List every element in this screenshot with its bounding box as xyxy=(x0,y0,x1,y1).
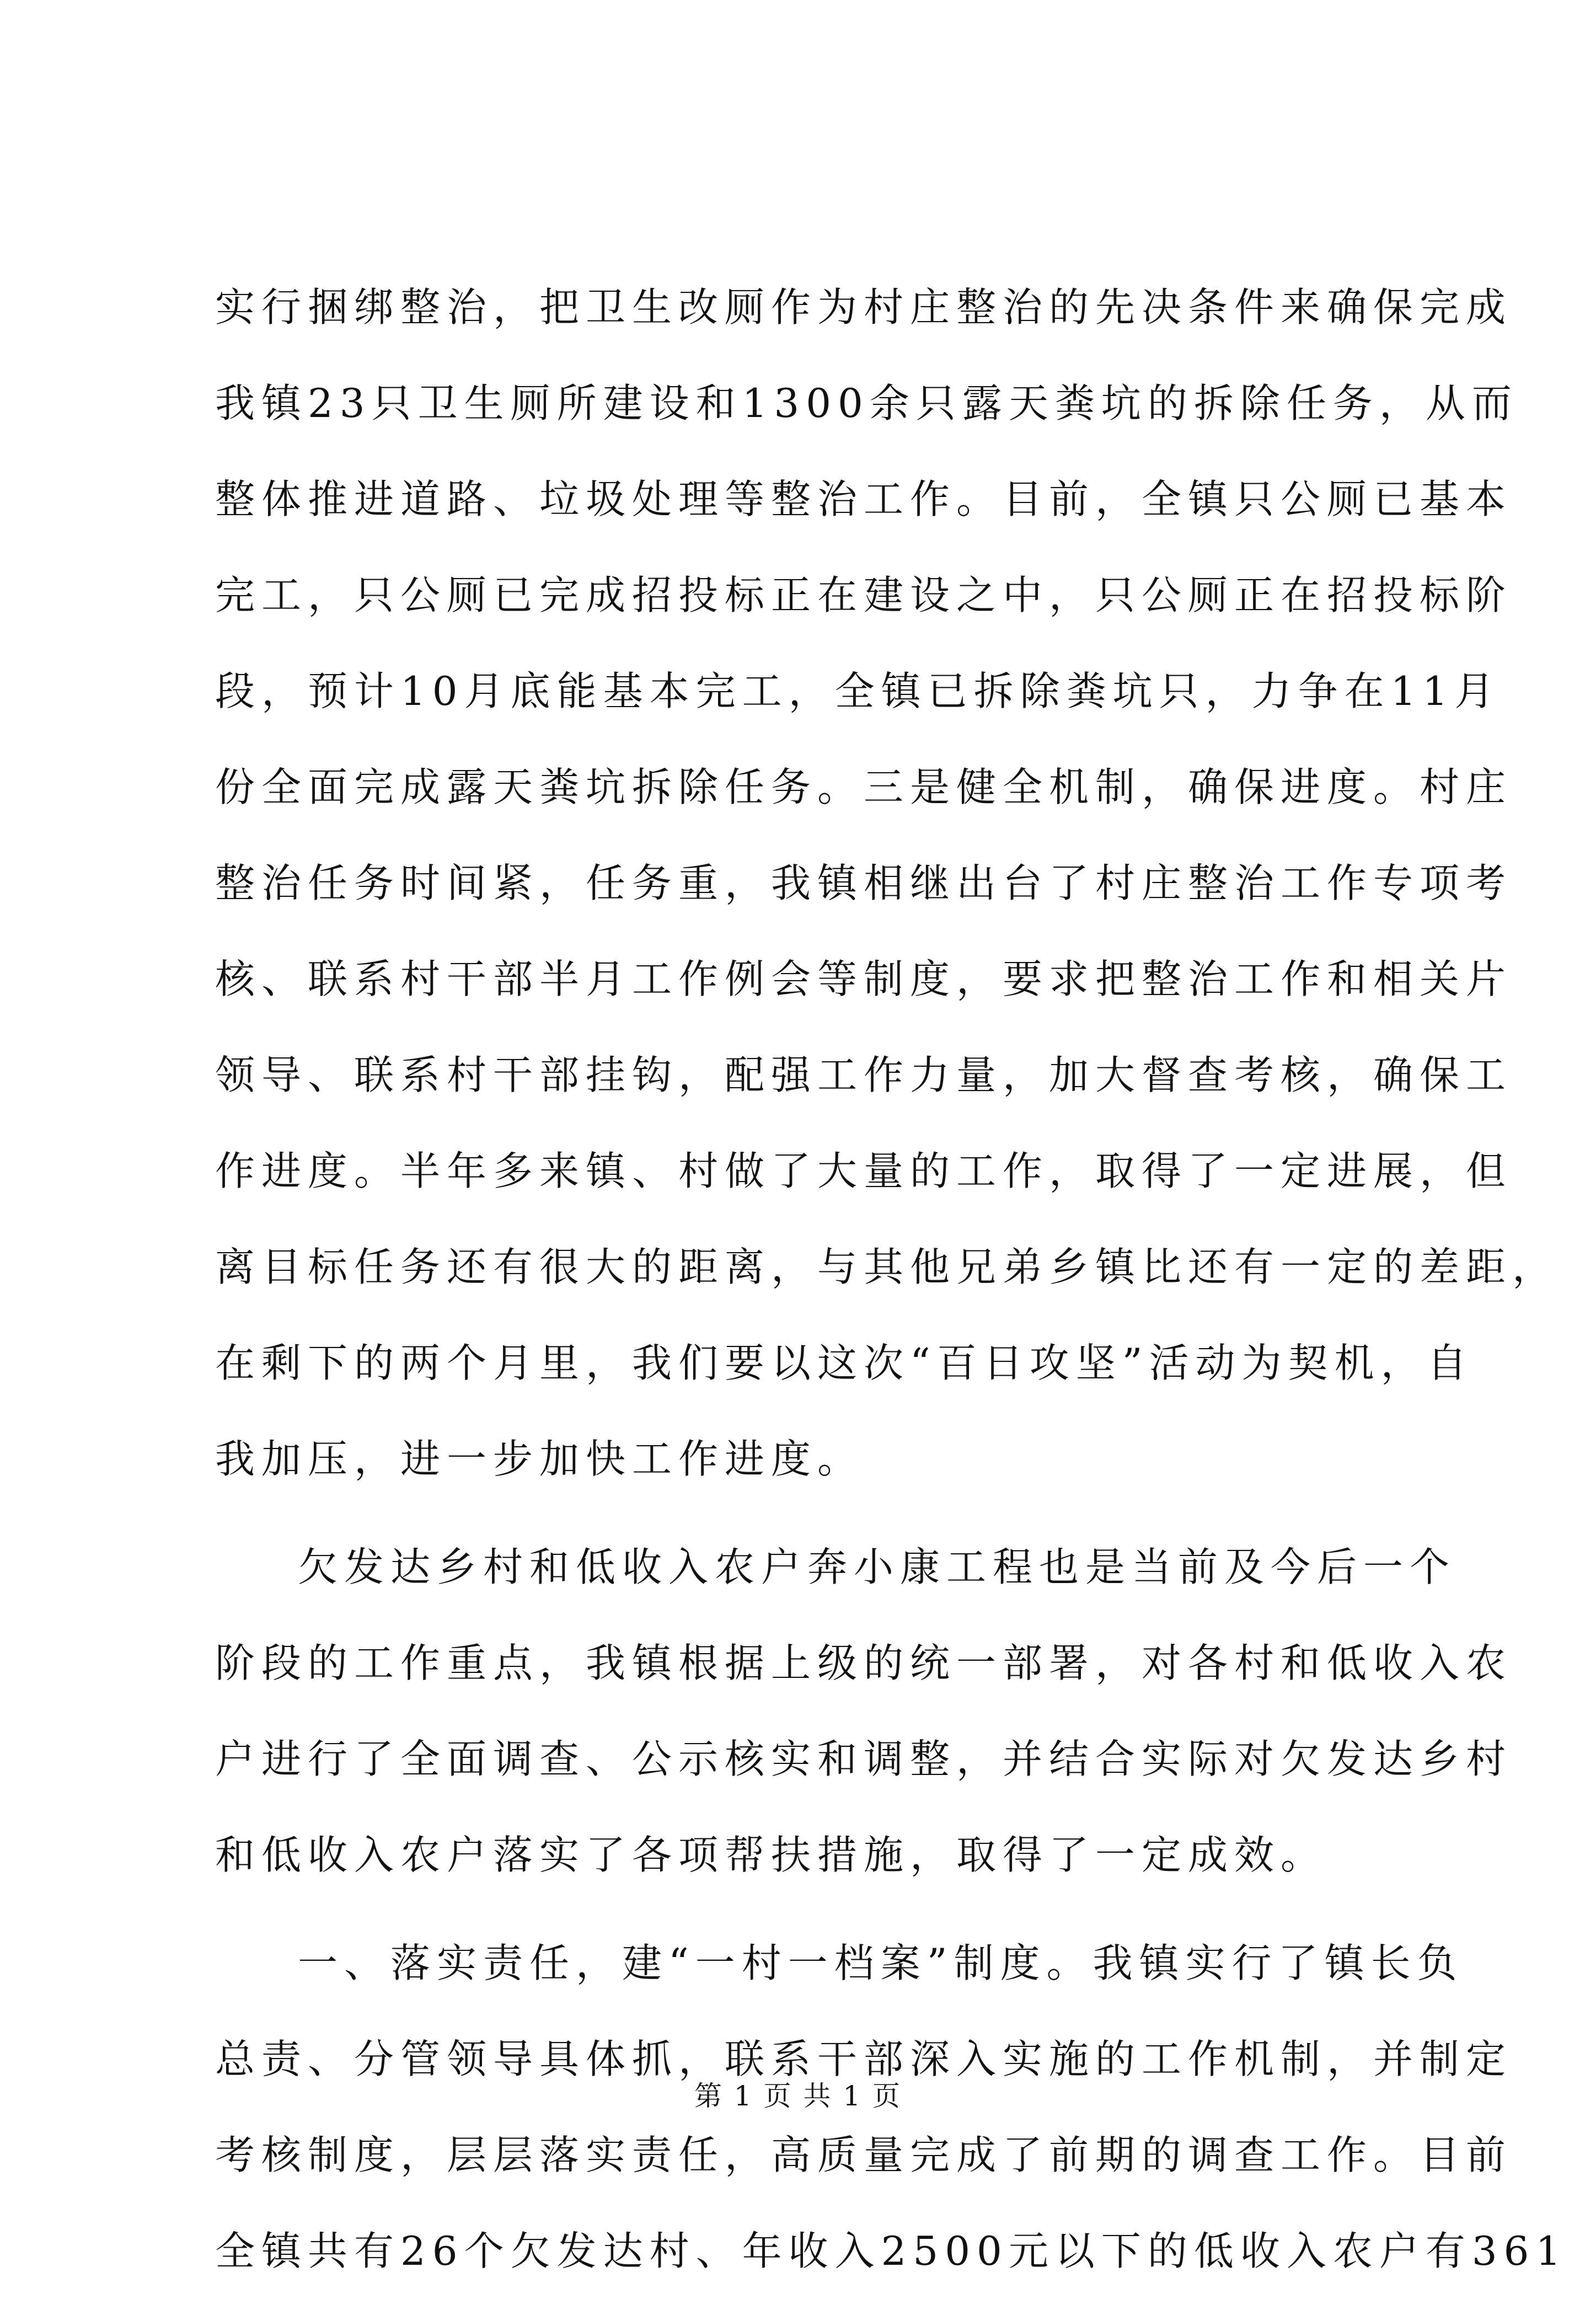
text-line: 份全面完成露天粪坑拆除任务。三是健全机制，确保进度。村庄 xyxy=(215,764,1513,810)
text-line: 核、联系村干部半月工作例会等制度，要求把整治工作和相关片 xyxy=(215,956,1513,1002)
text-line: 领导、联系村干部挂钩，配强工作力量，加大督查考核，确保工 xyxy=(215,1052,1513,1098)
text-line: 一、落实责任，建“一村一档案”制度。我镇实行了镇长负 xyxy=(298,1940,1464,1986)
text-line: 考核制度，层层落实责任，高质量完成了前期的调查工作。目前 xyxy=(215,2132,1513,2178)
text-line: 完工，只公厕已完成招投标正在建设之中，只公厕正在招投标阶 xyxy=(215,572,1513,618)
text-line: 作进度。半年多来镇、村做了大量的工作，取得了一定进展，但 xyxy=(215,1148,1513,1194)
text-line: 段，预计10月底能基本完工，全镇已拆除粪坑只，力争在11月 xyxy=(215,668,1501,714)
page-number-footer: 第 1 页 共 1 页 xyxy=(694,2080,902,2112)
text-line: 在剩下的两个月里，我们要以这次“百日攻坚”活动为契机，自 xyxy=(215,1340,1474,1386)
text-line: 总责、分管领导具体抓，联系干部深入实施的工作机制，并制定 xyxy=(215,2036,1513,2082)
text-line: 整体推进道路、垃圾处理等整治工作。目前，全镇只公厕已基本 xyxy=(215,476,1513,522)
text-line: 欠发达乡村和低收入农户奔小康工程也是当前及今后一个 xyxy=(298,1544,1456,1590)
text-line: 和低收入农户落实了各项帮扶措施，取得了一定成效。 xyxy=(215,1832,1327,1878)
paragraph-2 xyxy=(215,1519,1513,1903)
text-line: 阶段的工作重点，我镇根据上级的统一部署，对各村和低收入农 xyxy=(215,1640,1513,1686)
text-line: 户进行了全面调查、公示核实和调整，并结合实际对欠发达乡村 xyxy=(215,1736,1513,1782)
text-line: 我加压，进一步加快工作进度。 xyxy=(215,1436,864,1482)
text-line: 整治任务时间紧，任务重，我镇相继出台了村庄整治工作专项考 xyxy=(215,860,1513,906)
text-line: 全镇共有26个欠发达村、年收入2500元以下的低收入农户有361 xyxy=(215,2228,1568,2274)
text-line: 实行捆绑整治，把卫生改厕作为村庄整治的先决条件来确保完成 xyxy=(215,284,1513,330)
text-line: 我镇23只卫生厕所建设和1300余只露天粪坑的拆除任务，从而 xyxy=(215,380,1518,426)
paragraph-1 xyxy=(215,259,1559,1507)
document-body xyxy=(215,259,1568,2299)
text-line: 离目标任务还有很大的距离，与其他兄弟乡镇比还有一定的差距， xyxy=(215,1244,1559,1290)
